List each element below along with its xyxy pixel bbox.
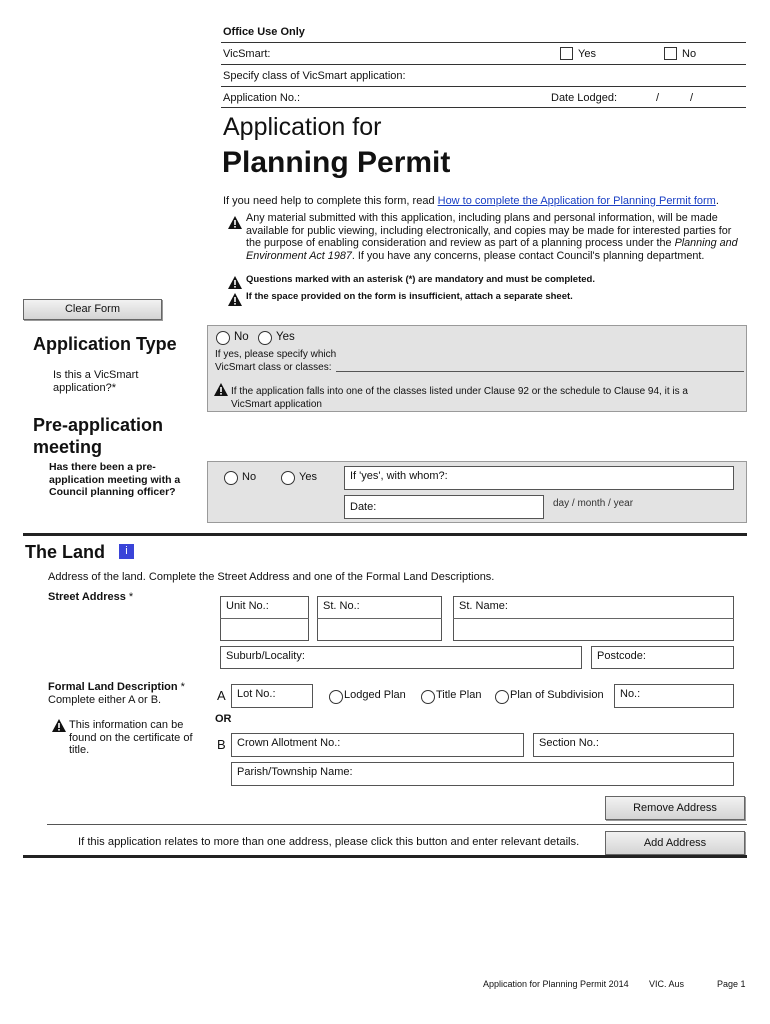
public-viewing-notice: [246, 212, 746, 262]
warning-icon: [228, 216, 242, 229]
add-address-button[interactable]: Add Address: [605, 831, 745, 855]
lodged-plan-label: Lodged Plan: [344, 689, 406, 701]
date-lodged-label: Date Lodged:: [551, 92, 618, 104]
help-suffix: .: [715, 195, 719, 207]
mandatory-note: Questions marked with an asterisk (*) are mandatory and must be completed.: [246, 274, 595, 285]
section-divider: [23, 855, 747, 858]
street-name-input[interactable]: St. Name:: [453, 596, 734, 641]
with-whom-input[interactable]: If 'yes', with whom?:: [344, 466, 734, 490]
divider: [220, 618, 309, 619]
meeting-yes-radio[interactable]: [281, 471, 295, 485]
vicsmart-class-label: Specify class of VicSmart application:: [223, 70, 406, 82]
street-no-input[interactable]: St. No.:: [317, 596, 442, 641]
office-use-title: Office Use Only: [223, 26, 305, 38]
divider: [317, 618, 442, 619]
notice-act: Planning and Environment Act 1987: [246, 237, 738, 262]
footer-state: VIC. Aus: [649, 979, 685, 989]
footer-doc-name: Application for Planning Permit 2014: [483, 979, 629, 989]
office-no-checkbox[interactable]: [664, 47, 677, 60]
vicsmart-yes-radio[interactable]: [258, 331, 272, 345]
warning-icon: [228, 293, 242, 306]
plan-of-subdivision-radio[interactable]: [495, 690, 509, 704]
notice-end: . If you have any concerns, please contact Council's planning department.: [351, 249, 705, 262]
page-title: Planning Permit: [222, 146, 451, 179]
vicsmart-no-radio[interactable]: [216, 331, 230, 345]
notice-main: Any material submitted with this application, including plans and personal information, will be made available for public viewing, including electronically, and copies may be made for interested parties for the purpose of enabling consideration and review as part of a planning process under the: [246, 212, 732, 249]
formal-land-text: Formal Land Description: [48, 681, 178, 693]
divider: [221, 107, 746, 108]
meeting-date-input[interactable]: Date:: [344, 495, 544, 519]
remove-address-button[interactable]: Remove Address: [605, 796, 745, 820]
street-address-text: Street Address: [48, 591, 126, 603]
unit-no-input[interactable]: Unit No.:: [220, 596, 309, 641]
space-note: If the space provided on the form is insufficient, attach a separate sheet.: [246, 291, 573, 302]
pre-application-heading: Pre-application meeting: [33, 415, 164, 457]
clause-note: If the application falls into one of the classes listed under Clause 92 or the schedule to Clause 94, it is a VicSmart application: [231, 386, 688, 410]
date-format-hint: day / month / year: [553, 498, 634, 509]
divider: [47, 824, 747, 825]
application-type-heading: Application Type: [33, 334, 177, 354]
divider: [453, 618, 734, 619]
vicsmart-no-label: No: [234, 331, 249, 343]
vicsmart-classes-input[interactable]: [336, 371, 744, 372]
date-separator: /: [690, 92, 694, 104]
pre-application-question: Has there been a pre-application meeting with a Council planning officer?: [49, 461, 181, 498]
vicsmart-specify-label: If yes, please specify which VicSmart class or classes:: [215, 349, 337, 373]
title-line-1: Application for: [223, 113, 382, 141]
help-prefix: If you need help to complete this form, read: [223, 195, 438, 207]
lodged-plan-radio[interactable]: [329, 690, 343, 704]
asterisk: *: [180, 681, 185, 693]
formal-land-label: [48, 681, 185, 693]
office-yes-label: Yes: [578, 48, 596, 60]
divider: [221, 42, 746, 43]
asterisk: *: [128, 591, 134, 603]
warning-icon: [52, 719, 66, 732]
help-link[interactable]: How to complete the Application for Planning Permit form: [437, 195, 716, 207]
office-yes-checkbox[interactable]: [560, 47, 573, 60]
divider: [221, 86, 746, 87]
title-plan-radio[interactable]: [421, 690, 435, 704]
the-land-heading: The Land: [25, 542, 105, 562]
parish-input[interactable]: Parish/Township Name:: [231, 762, 734, 786]
section-no-input[interactable]: Section No.:: [533, 733, 734, 757]
plan-of-subdivision-label: Plan of Subdivision: [510, 689, 604, 701]
meeting-no-radio[interactable]: [224, 471, 238, 485]
page-number: Page 1: [717, 979, 746, 989]
office-no-label: No: [682, 48, 697, 60]
warning-icon: [214, 383, 228, 396]
section-divider: [23, 533, 747, 536]
help-text: [223, 195, 719, 207]
crown-allotment-input[interactable]: Crown Allotment No.:: [231, 733, 524, 757]
plan-no-input[interactable]: No.:: [614, 684, 734, 708]
meeting-yes-label: Yes: [299, 471, 317, 483]
postcode-input[interactable]: Postcode:: [591, 646, 734, 669]
formal-land-sub: Complete either A or B.: [48, 694, 162, 706]
title-note: This information can be found on the certificate of title.: [69, 719, 193, 756]
land-intro: Address of the land. Complete the Street Address and one of the Formal Land Descriptions.: [48, 571, 495, 583]
date-separator: /: [656, 92, 660, 104]
option-b-label: B: [217, 737, 226, 752]
lot-no-input[interactable]: Lot No.:: [231, 684, 313, 708]
warning-icon: [228, 276, 242, 289]
multiple-address-note: If this application relates to more than one address, please click this button and enter relevant details.: [78, 836, 580, 848]
meeting-no-label: No: [242, 471, 257, 483]
divider: [221, 64, 746, 65]
vicsmart-office-label: VicSmart:: [223, 48, 271, 60]
vicsmart-yes-label: Yes: [276, 331, 295, 343]
suburb-input[interactable]: Suburb/Locality:: [220, 646, 582, 669]
vicsmart-question: Is this a VicSmart application?*: [53, 369, 139, 394]
street-address-label: [48, 591, 133, 603]
info-icon[interactable]: i: [119, 544, 134, 559]
clear-form-button[interactable]: Clear Form: [23, 299, 162, 320]
title-plan-label: Title Plan: [436, 689, 482, 701]
option-a-label: A: [217, 688, 226, 703]
application-no-label: Application No.:: [223, 92, 301, 104]
or-label: OR: [215, 713, 232, 725]
